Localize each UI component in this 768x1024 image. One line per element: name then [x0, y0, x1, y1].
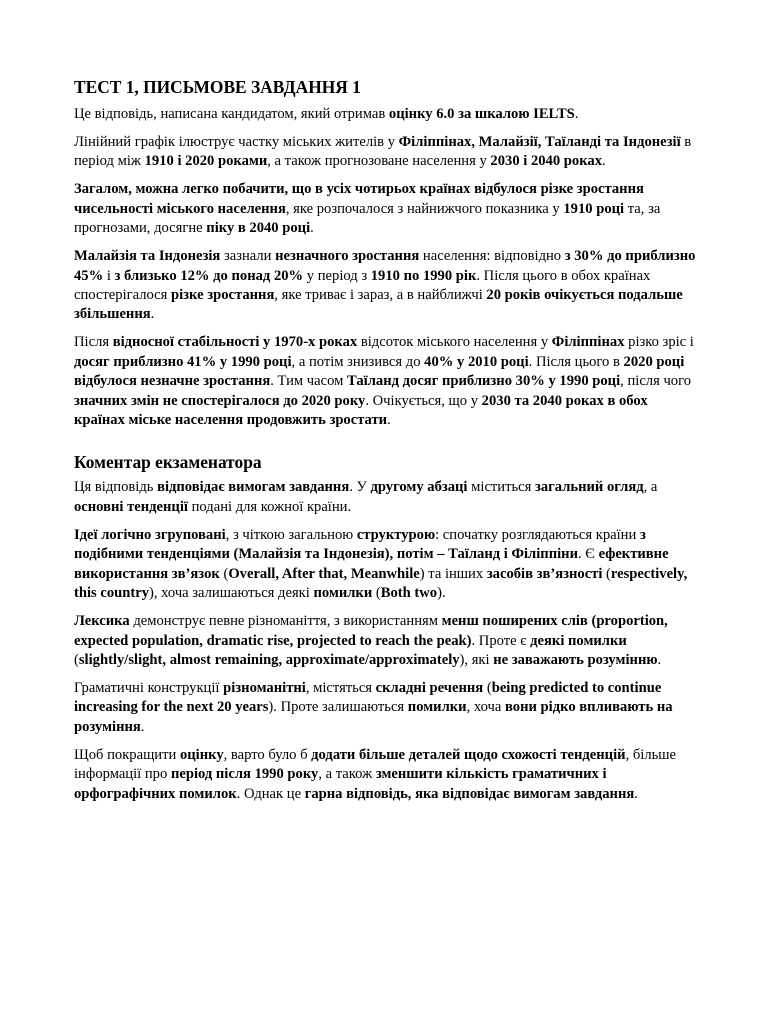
bold-text-run: Загалом, можна легко побачити, що в усіх чотирьох країнах відбулося різке зростання чисельності міського населення: [74, 181, 644, 217]
comment-paragraph: [74, 746, 698, 804]
text-run: демонструє певне різноманіття, з використанням: [129, 613, 442, 630]
bold-text-run: 1910 році: [563, 200, 625, 217]
text-run: . У: [349, 479, 371, 496]
text-run: (: [483, 679, 492, 696]
bold-text-run: відносної стабільності у 1970-х роках: [112, 334, 358, 351]
bold-text-run: основні тенденції: [74, 498, 188, 515]
essay-paragraph: [74, 333, 698, 430]
bold-text-run: Both two: [380, 585, 438, 602]
bold-text-run: складні речення: [375, 679, 484, 696]
text-run: , хоча: [466, 699, 506, 716]
text-run: .: [657, 651, 662, 668]
bold-text-run: деякі помилки: [530, 632, 627, 649]
bold-text-run: менш поширених слів (proportion, expected population, dramatic rise, projected to reach the peak): [74, 613, 668, 649]
text-run: зазнали: [220, 248, 276, 265]
text-run: ) та інших: [419, 565, 487, 582]
comment-paragraph: [74, 612, 698, 670]
comment-section: [74, 478, 698, 803]
bold-text-run: slightly/slight, almost remaining, approximate/approximately: [78, 651, 460, 668]
bold-text-run: Таїланд досяг приблизно 30% у 1990 році: [347, 373, 621, 390]
text-run: .: [634, 785, 638, 802]
text-run: . Після цього в: [528, 353, 624, 370]
bold-text-run: незначного зростання: [275, 248, 420, 265]
bold-text-run: другому абзаці: [370, 479, 468, 496]
essay-paragraph: [74, 133, 698, 172]
text-run: , після чого: [620, 373, 691, 390]
text-run: в період між: [74, 134, 692, 170]
text-run: Щоб покращити: [74, 746, 180, 763]
bold-text-run: засобів зв’язності: [486, 565, 603, 582]
bold-text-run: загальний огляд: [534, 479, 644, 496]
bold-text-run: Філіппінах: [551, 334, 625, 351]
bold-text-run: значних змін не спостерігалося до 2020 року: [74, 392, 366, 409]
text-run: .: [602, 153, 606, 170]
bold-text-run: досяг приблизно 41% у 1990 році: [74, 353, 292, 370]
comment-paragraph: [74, 478, 698, 517]
bold-text-run: 2030 та 2040 роках в обох країнах міське населення продовжить зростати: [74, 392, 648, 429]
document-title: ТЕСТ 1, ПИСЬМОВЕ ЗАВДАННЯ 1: [74, 77, 361, 97]
text-run: . Однак це: [236, 785, 305, 802]
essay-paragraph: [74, 247, 698, 325]
text-run: , з чіткою загальною: [225, 526, 357, 543]
text-run: Це відповідь, написана кандидатом, який отримав: [74, 106, 389, 122]
text-run: та, за прогнозами, досягне: [74, 200, 661, 237]
comment-paragraph: [74, 526, 698, 604]
bold-text-run: 1910 по 1990 рік: [370, 267, 477, 284]
bold-text-run: з близько 12% до понад 20%: [114, 267, 304, 284]
essay-section: [74, 133, 698, 430]
bold-text-run: з подібними тенденціями (Малайзія та Індонезія), потім – Таїланд і Філіппіни: [74, 526, 646, 563]
comment-heading: Коментар екзаменатора: [74, 452, 262, 473]
text-run: , яке розпочалося з найнижчого показника у: [285, 200, 564, 217]
bold-text-run: гарна відповідь, яка відповідає вимогам завдання: [304, 785, 635, 802]
bold-text-run: помилки: [313, 585, 373, 602]
text-run: міститься: [467, 479, 535, 496]
text-run: . Є: [577, 546, 599, 563]
text-run: , а потім знизився до: [291, 353, 425, 370]
bold-text-run: 40% у 2010 році: [424, 353, 529, 370]
bold-text-run: Малайзія та Індонезія: [74, 248, 221, 265]
bold-text-run: оцінку: [179, 746, 224, 763]
bold-text-run: оцінку 6.0 за шкалою IELTS: [388, 106, 575, 122]
text-run: (: [372, 585, 381, 602]
text-run: , більше інформації про: [74, 746, 676, 783]
bold-text-run: Філіппінах, Малайзії, Таїланді та Індонезії: [398, 134, 681, 150]
text-run: .: [387, 412, 391, 429]
text-run: у період з: [303, 267, 371, 284]
text-run: ), хоча залишаються деякі: [149, 585, 314, 602]
text-run: , а також: [318, 766, 376, 783]
bold-text-run: вони рідко впливають на розуміння: [74, 699, 673, 735]
text-run: , а також прогнозоване населення у: [267, 153, 491, 170]
bold-text-run: Overall, After that, Meanwhile: [228, 565, 420, 582]
bold-text-run: піку в 2040 році: [206, 220, 311, 237]
essay-paragraph: [74, 180, 698, 238]
bold-text-run: зменшити кількість граматичних і орфографічних помилок: [74, 766, 607, 802]
bold-text-run: з 30% до приблизно 45%: [74, 248, 696, 284]
bold-text-run: Лексика: [74, 613, 130, 630]
bold-text-run: respectively, this country: [74, 565, 688, 602]
bold-text-run: ефективне використання зв’язок: [74, 546, 669, 582]
bold-text-run: не заважають розумінню: [493, 651, 658, 668]
bold-text-run: being predicted to continue increasing for the next 20 years: [74, 679, 662, 716]
bold-text-run: відповідає вимогам завдання: [157, 479, 350, 496]
bold-text-run: різке зростання: [171, 287, 275, 304]
text-run: відсоток міського населення у: [357, 334, 552, 351]
text-run: ), які: [459, 651, 494, 668]
bold-text-run: 20 років очікується подальше збільшення: [74, 287, 683, 323]
text-run: : спочатку розглядаються країни: [435, 526, 640, 543]
text-run: ).: [437, 585, 446, 602]
text-run: .: [150, 306, 155, 323]
bold-text-run: структурою: [356, 526, 436, 543]
text-run: , містяться: [305, 679, 376, 696]
bold-text-run: різноманітні: [223, 679, 306, 696]
text-run: . Тим часом: [270, 373, 347, 390]
text-run: населення: відповідно: [419, 248, 565, 265]
text-run: Граматичні конструкції: [74, 679, 224, 696]
text-run: Ця відповідь: [74, 479, 158, 496]
bold-text-run: додати більше деталей щодо схожості тенденцій: [311, 746, 626, 763]
text-run: і: [103, 267, 115, 284]
bold-text-run: 1910 і 2020 роками: [144, 153, 268, 170]
text-run: ). Проте залишаються: [268, 699, 408, 716]
text-run: (: [219, 565, 229, 582]
bold-text-run: помилки: [407, 699, 467, 716]
bold-text-run: 2030 і 2040 роках: [490, 153, 602, 170]
bold-text-run: Ідеї логічно згруповані: [74, 526, 226, 543]
text-run: (: [602, 565, 611, 582]
document-page: [74, 76, 698, 813]
text-run: .: [140, 718, 145, 735]
text-run: , а: [643, 479, 658, 496]
text-run: .: [310, 220, 314, 237]
text-run: . Після цього в обох країнах спостерігалося: [74, 267, 651, 304]
comment-paragraph: [74, 679, 698, 737]
text-run: подані для кожної країни.: [187, 498, 352, 515]
text-run: , яке триває і зараз, а в найближчі: [274, 287, 487, 304]
text-run: . Проте є: [471, 632, 531, 649]
text-run: різко зріс і: [624, 334, 694, 351]
text-run: , варто було б: [223, 746, 312, 763]
text-run: . Очікується, що у: [365, 392, 482, 409]
text-run: Лінійний графік ілюструє частку міських жителів у: [74, 134, 399, 150]
text-run: Після: [74, 334, 113, 351]
bold-text-run: період після 1990 року: [170, 766, 319, 783]
intro-paragraph: [74, 105, 698, 124]
bold-text-run: 2020 році відбулося незначне зростання: [74, 353, 685, 390]
text-run: .: [574, 106, 579, 122]
text-run: (: [74, 651, 79, 668]
